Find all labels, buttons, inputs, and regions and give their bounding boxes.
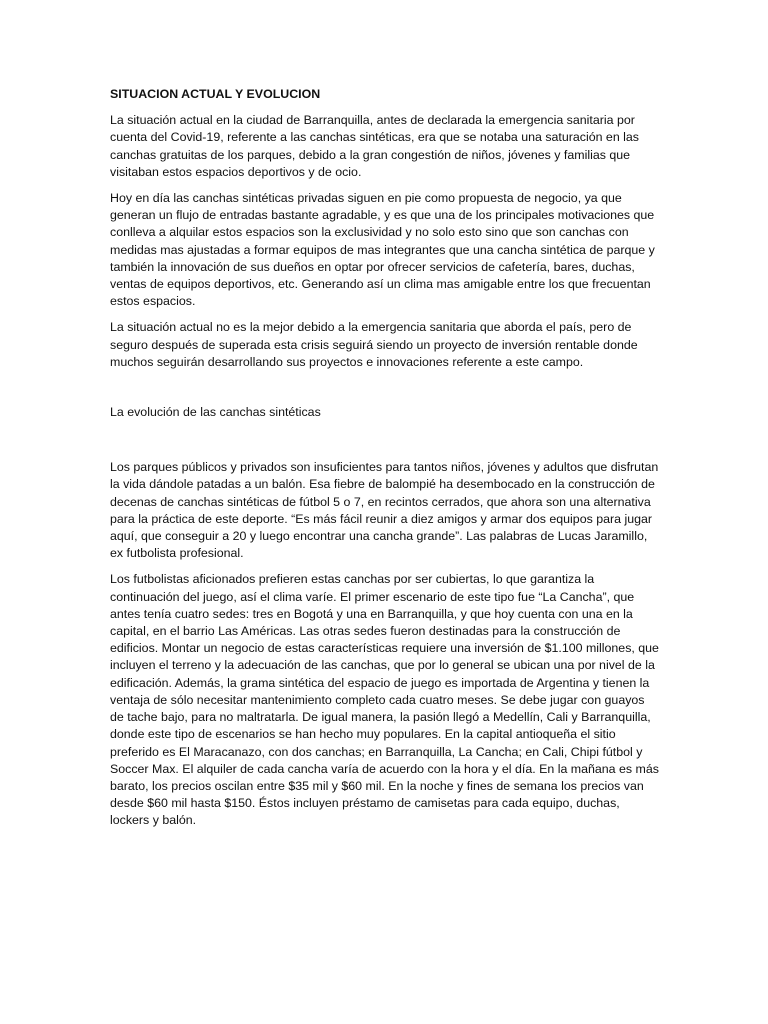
- section-subheading: La evolución de las canchas sintéticas: [110, 405, 321, 420]
- intro-paragraph-1: La situación actual en la ciudad de Barranquilla, antes de declarada la emergencia sanitaria por cuenta del Covid-19, referente a las canchas sintéticas, era que se notaba una saturación en las canchas gratuitas de los parques, debido a la gran congestión de niños, jóvenes y familias que visitaban estos espacios deportivos y de ocio.: [110, 113, 639, 179]
- document-page: [110, 86, 660, 839]
- evolution-paragraph-1: Los parques públicos y privados son insuficientes para tantos niños, jóvenes y adultos que disfrutan la vida dándole patadas a un balón. Esa fiebre de balompié ha desembocado en la construcción de decenas de canchas sintéticas de fútbol 5 o 7, en recintos cerrados, que ahora son una alternativa para la práctica de este deporte. “Es más fácil reunir a diez amigos y armar dos equipos para jugar aquí, que conseguir a 20 y luego encontrar una cancha grande”. Las palabras de Lucas Jaramillo, ex futbolista profesional.: [110, 460, 659, 561]
- intro-paragraph-3: La situación actual no es la mejor debido a la emergencia sanitaria que aborda el país, pero de seguro después de superada esta crisis seguirá siendo un proyecto de inversión rentable donde muchos seguirán desarrollando sus proyectos e innovaciones referente a este campo.: [110, 320, 638, 369]
- document-title: SITUACION ACTUAL Y EVOLUCION: [110, 87, 321, 101]
- intro-paragraph-2: Hoy en día las canchas sintéticas privadas siguen en pie como propuesta de negocio, ya que generan un flujo de entradas bastante agradable, y es que una de los principales motivaciones que conlleva a alquilar estos espacios son la exclusividad y no solo esto sino que son canchas con medidas mas ajustadas a formar equipos de mas integrantes que una cancha sintética de parque y también la innovación de sus dueños en optar por ofrecer servicios de cafetería, bares, duchas, ventas de equipos deportivos, etc. Generando así un clima mas amigable entre los que frecuentan estos espacios.: [110, 191, 655, 309]
- evolution-paragraph-2: Los futbolistas aficionados prefieren estas canchas por ser cubiertas, lo que garantiza la continuación del juego, así el clima varíe. El primer escenario de este tipo fue “La Cancha”, que antes tenía cuatro sedes: tres en Bogotá y una en Barranquilla, y que hoy cuenta con una en la capital, en el barrio Las Américas. Las otras sedes fueron destinadas para la construcción de edificios. Montar un negocio de estas características requiere una inversión de $1.100 millones, que incluyen el terreno y la adecuación de las canchas, que por lo general se ubican una por nivel de la edificación. Además, la grama sintética del espacio de juego es importada de Argentina y tienen la ventaja de sólo necesitar mantenimiento completo cada cuatro meses. Se debe jugar con guayos de tache bajo, para no maltratarla. De igual manera, la pasión llegó a Medellín, Cali y Barranquilla, donde este tipo de escenarios se han hecho muy populares. En la capital antioqueña el sitio preferido es El Maracanazo, con dos canchas; en Barranquilla, La Cancha; en Cali, Chipi fútbol y Soccer Max. El alquiler de cada cancha varía de acuerdo con la hora y el día. En la mañana es más barato, los precios oscilan entre $35 mil y $60 mil. En la noche y fines de semana los precios van desde $60 mil hasta $150. Éstos incluyen préstamo de camisetas para cada equipo, duchas, lockers y balón.: [110, 572, 659, 828]
